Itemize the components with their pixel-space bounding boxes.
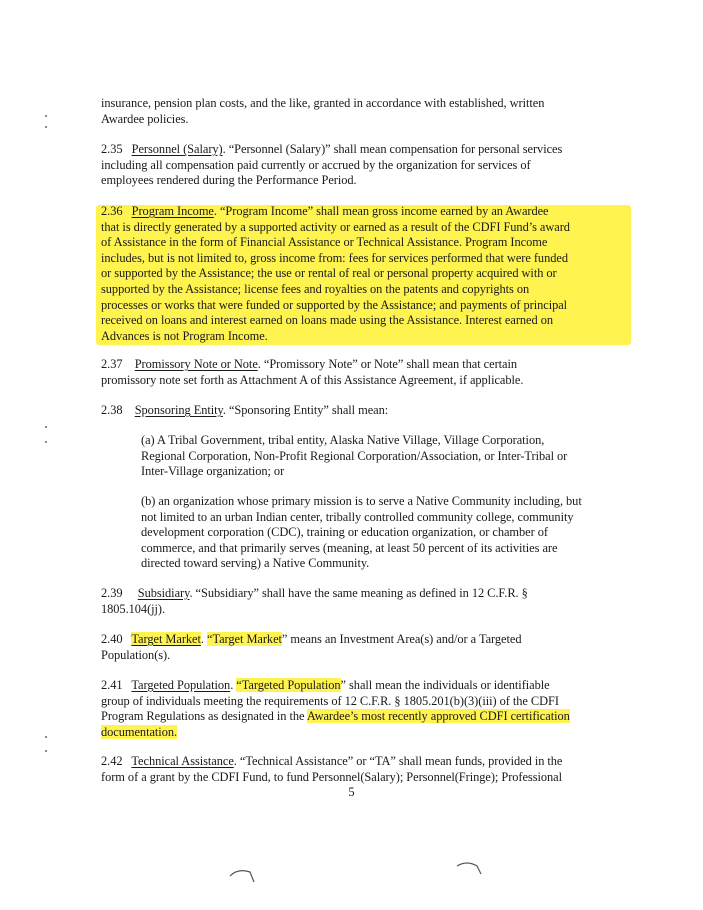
section-number: 2.38 [101, 403, 123, 417]
page-number: 5 [348, 785, 355, 799]
scan-smudge [455, 860, 485, 878]
section-number: 2.40 [101, 632, 123, 646]
section-2-38-item-a: (a) A Tribal Government, tribal entity, Alaska Native Village, Village Corporation, Regional Corporation, Non-Profit Regional Corporation/Association, or Inter-Tribal or Inter-Village organization; or [141, 433, 568, 479]
defined-term: Personnel (Salary) [131, 142, 223, 156]
binder-dot [45, 750, 47, 752]
binder-dot [45, 115, 47, 117]
binder-dot [45, 441, 47, 443]
section-number: 2.35 [101, 142, 123, 156]
section-2-36: 2.36 Program Income. “Program Income” shall mean gross income earned by an Awardee that is directly generated by a supported activity or earned as a result of the CDFI Fund’s award of Assistance in the form of Financial Assistance or Technical Assistance. Program Income includes, but is not limited to, gross income from: fees for services performed that were funded or supported by the Assistance; the use or rental of real or personal property acquired with or supported by the Assistance; license fees and royalties on the patents and copyrights on processes or works that were funded or supported by the Assistance; and payments of principal received on loans and interest earned on loans made using the Assistance. Interest earned on Advances is not Program Income. [101, 204, 570, 343]
defined-term: Subsidiary [137, 586, 190, 600]
section-2-40: 2.40 Target Market. “Target Market” means an Investment Area(s) and/or a Targeted Population(s). [101, 632, 522, 662]
section-number: 2.39 [101, 586, 123, 600]
paragraph-continuation: insurance, pension plan costs, and the like, granted in accordance with established, written Awardee policies. [101, 96, 545, 126]
binder-dot [45, 426, 47, 428]
section-number: 2.42 [101, 754, 123, 768]
defined-term: Promissory Note or Note [134, 357, 258, 371]
highlight-margin-mark [617, 205, 631, 323]
section-2-41: 2.41 Targeted Population. “Targeted Population” shall mean the individuals or identifiable group of individuals meeting the requirements of 12 C.F.R. § 1805.201(b)(3)(iii) of the CDFI Program Regulations as designated in the Awardee’s most recently approved CDFI certification documentation. [101, 678, 570, 739]
section-2-38-item-b: (b) an organization whose primary mission is to serve a Native Community including, but not limited to an urban Indian center, tribally controlled community college, community development corporation (CDC), training or education organization, or chamber of commerce, and that primarily serves (meaning, at least 50 percent of its activities are directed toward serving) a Native Community. [141, 494, 582, 571]
section-number: 2.41 [101, 678, 123, 692]
highlighted-text: “Targeted Population [236, 678, 341, 692]
binder-dot [45, 126, 47, 128]
defined-term: Targeted Population [131, 678, 231, 692]
highlighted-text: documentation. [101, 724, 178, 739]
defined-term: Target Market [131, 632, 201, 646]
section-2-42: 2.42 Technical Assistance. “Technical Assistance” or “TA” shall mean funds, provided in the form of a grant by the CDFI Fund, to fund Personnel(Salary); Personnel(Fringe); Professional [101, 754, 563, 784]
section-number: 2.37 [101, 357, 123, 371]
highlighted-text: Awardee’s most recently approved CDFI certification [306, 709, 570, 724]
section-2-39: 2.39 Subsidiary. “Subsidiary” shall have the same meaning as defined in 12 C.F.R. § 1805.104(jj). [101, 586, 528, 616]
binder-dot [45, 736, 47, 738]
section-2-35: 2.35 Personnel (Salary). “Personnel (Salary)” shall mean compensation for personal services including all compensation paid currently or accrued by the organization for services of employees rendered during the Performance Period. [101, 142, 563, 188]
highlighted-text: “Target Market [207, 632, 282, 646]
section-number: 2.36 [101, 204, 123, 218]
defined-term: Sponsoring Entity [134, 403, 223, 417]
section-2-37: 2.37 Promissory Note or Note. “Promissory Note” or Note” shall mean that certain promissory note set forth as Attachment A of this Assistance Agreement, if applicable. [101, 357, 524, 387]
section-2-38: 2.38 Sponsoring Entity. “Sponsoring Entity” shall mean: [101, 403, 389, 417]
defined-term: Technical Assistance [131, 754, 234, 768]
defined-term: Program Income [131, 204, 214, 218]
scan-smudge [228, 866, 258, 884]
